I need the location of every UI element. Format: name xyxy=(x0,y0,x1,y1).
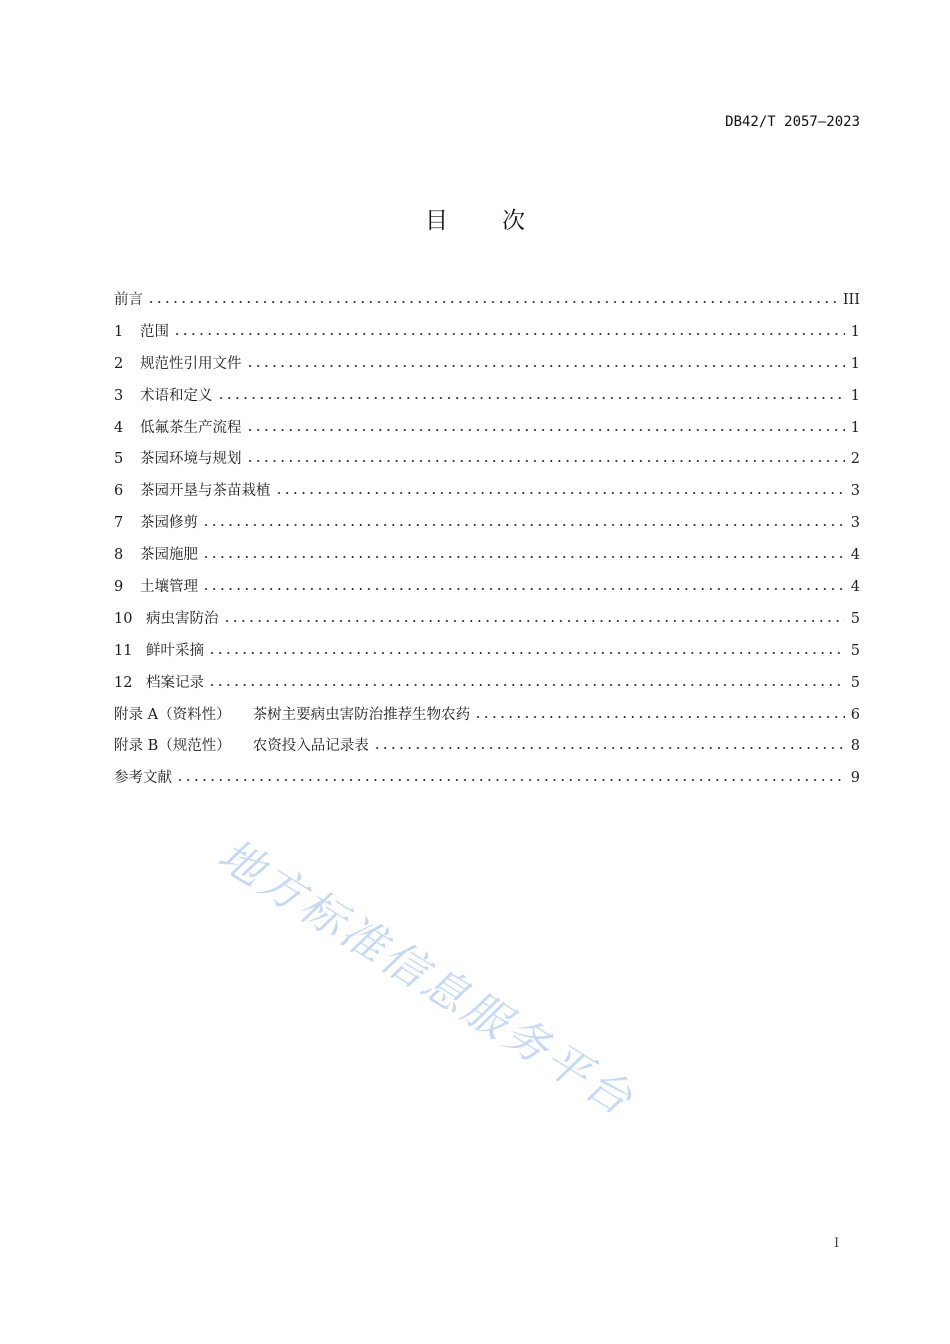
toc-entry-4[interactable] xyxy=(114,416,860,448)
appendix-prefix: 附录 A（资料性） xyxy=(114,706,231,723)
dot-leader xyxy=(208,641,845,655)
toc-entry-label: 术语和定义 xyxy=(140,387,213,404)
toc-entry-number: 12 xyxy=(114,674,133,691)
dot-leader xyxy=(208,673,845,687)
toc-entry-label: 参考文献 xyxy=(114,770,172,787)
toc-entry-page: 3 xyxy=(850,515,860,532)
toc-entry-number: 1 xyxy=(114,323,124,340)
page-title-left: 目 xyxy=(425,208,448,234)
toc-entry-9[interactable] xyxy=(114,575,860,607)
watermark-text: 地方标准信息服务平台 xyxy=(209,829,644,1127)
toc-entry-foreword[interactable] xyxy=(114,288,860,320)
toc-entry-number: 10 xyxy=(114,610,133,627)
toc-entry-number: 11 xyxy=(114,642,133,659)
toc-entry-label: 土壤管理 xyxy=(140,579,198,596)
toc-entry-page: 1 xyxy=(850,387,860,404)
toc-entry-label: 前言 xyxy=(114,292,143,308)
toc-entry-page: 2 xyxy=(850,451,860,468)
toc-entry-references[interactable] xyxy=(114,766,860,798)
toc-entry-label: 农资投入品记录表 xyxy=(252,738,369,755)
toc-entry-appendix-b[interactable] xyxy=(114,734,860,766)
toc-entry-page: III xyxy=(842,292,860,308)
document-code: DB42/T 2057—2023 xyxy=(725,114,860,130)
toc-entry-7[interactable] xyxy=(114,511,860,543)
toc-entry-label: 范围 xyxy=(140,323,169,340)
page-title-right: 次 xyxy=(502,208,525,234)
toc-entry-page: 4 xyxy=(850,547,860,564)
toc-entry-page: 6 xyxy=(850,706,860,723)
toc-entry-number: 8 xyxy=(114,547,124,564)
page-number: I xyxy=(834,1236,840,1251)
toc-entry-number: 4 xyxy=(114,419,124,436)
toc-entry-page: 5 xyxy=(850,674,860,691)
dot-leader xyxy=(246,354,845,368)
toc-entry-label: 档案记录 xyxy=(146,674,204,691)
toc-entry-2[interactable] xyxy=(114,352,860,384)
toc-entry-label: 规范性引用文件 xyxy=(140,355,242,372)
toc-entry-11[interactable] xyxy=(114,639,860,671)
toc-entry-5[interactable] xyxy=(114,447,860,479)
dot-leader xyxy=(202,545,845,559)
toc-entry-10[interactable] xyxy=(114,607,860,639)
toc-entry-page: 1 xyxy=(850,323,860,340)
dot-leader xyxy=(223,609,845,623)
toc-entry-label: 病虫害防治 xyxy=(146,610,219,627)
toc-entry-1[interactable] xyxy=(114,320,860,352)
toc-entry-8[interactable] xyxy=(114,543,860,575)
toc-entry-appendix-a[interactable] xyxy=(114,703,860,735)
toc-entry-label: 茶树主要病虫害防治推荐生物农药 xyxy=(252,706,471,723)
dot-leader xyxy=(474,705,845,719)
page-title xyxy=(0,202,950,235)
dot-leader xyxy=(173,322,845,336)
toc-entry-label: 茶园开垦与茶苗栽植 xyxy=(140,483,271,500)
dot-leader xyxy=(202,513,845,527)
appendix-prefix: 附录 B（规范性） xyxy=(114,738,231,755)
toc-entry-page: 5 xyxy=(850,642,860,659)
dot-leader xyxy=(373,736,845,750)
toc-entry-number: 6 xyxy=(114,483,124,500)
dot-leader xyxy=(176,768,845,782)
dot-leader xyxy=(246,418,845,432)
dot-leader xyxy=(202,577,845,591)
toc-entry-page: 5 xyxy=(850,610,860,627)
toc-entry-12[interactable] xyxy=(114,671,860,703)
toc-entry-number: 9 xyxy=(114,579,124,596)
toc-entry-page: 9 xyxy=(850,770,860,787)
dot-leader xyxy=(147,290,837,304)
toc-entry-6[interactable] xyxy=(114,479,860,511)
toc-entry-page: 4 xyxy=(850,579,860,596)
toc-entry-page: 3 xyxy=(850,483,860,500)
dot-leader xyxy=(275,481,845,495)
dot-leader xyxy=(246,449,845,463)
toc-entry-label: 茶园环境与规划 xyxy=(140,451,242,468)
toc-entry-label: 茶园施肥 xyxy=(140,547,198,564)
toc-entry-label: 茶园修剪 xyxy=(140,515,198,532)
toc-entry-number: 3 xyxy=(114,387,124,404)
toc-entry-3[interactable] xyxy=(114,384,860,416)
dot-leader xyxy=(217,386,845,400)
toc-entry-label: 低氟茶生产流程 xyxy=(140,419,242,436)
table-of-contents xyxy=(114,288,860,798)
toc-entry-number: 2 xyxy=(114,355,124,372)
toc-entry-page: 8 xyxy=(850,738,860,755)
toc-entry-number: 7 xyxy=(114,515,124,532)
toc-entry-page: 1 xyxy=(850,355,860,372)
toc-entry-page: 1 xyxy=(850,419,860,436)
toc-entry-number: 5 xyxy=(114,451,124,468)
toc-entry-label: 鲜叶采摘 xyxy=(146,642,204,659)
